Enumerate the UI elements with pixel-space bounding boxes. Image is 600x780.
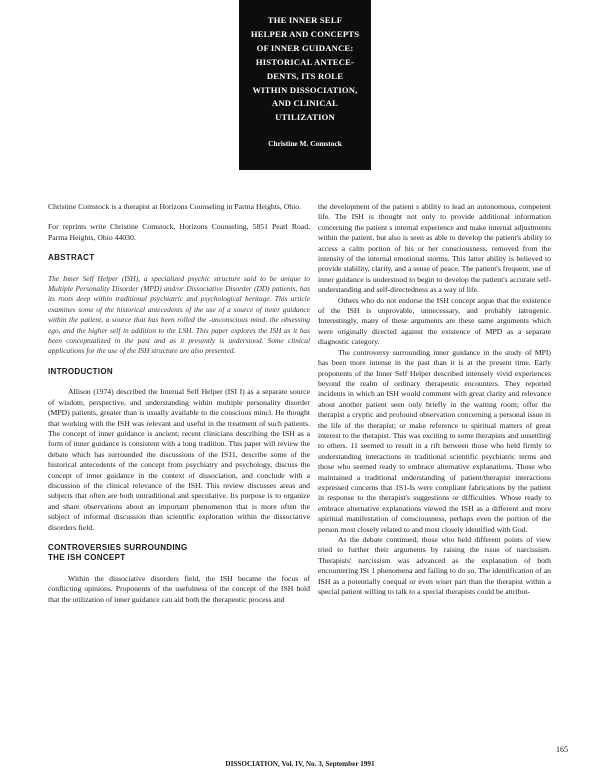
- title-line: THE INNER SELF: [267, 15, 343, 25]
- abstract-heading: ABSTRACT: [48, 253, 95, 263]
- author-name: Christine M. Comstock: [268, 139, 342, 149]
- title-line: WITHIN DISSOCIATION,: [252, 84, 358, 95]
- controversies-heading-line-2: THE ISH CONCEPT: [48, 553, 126, 563]
- right-column: [318, 202, 551, 597]
- page-number: 165: [556, 745, 568, 754]
- title-line: HISTORICAL ANTECE-: [255, 56, 355, 67]
- abstract-text: The Inner Self Helper (ISH), a specialized psychic structure said to be unique to Multiple Personality Disorder (MPD) and/or Dissociative Disorder (DD) patients, has its roots deep within traditional psychiatric and psychological heritage. This article examines some of the historical antecedents of the use of a source of inner guidance within the patient, a source that has been rolled the -unconscious mind, the obsessing ego, and the higher self in addition to the LSH. This paper explores the ISH as it has been conceptualized in the past and as it presently is understood. Some clinical applications for the use of the ISH structure are also presented.: [48, 273, 310, 356]
- body-paragraph: As the debate continued, those who held different points of view tried to further their arguments by raising the issue of narcissism. Therapists' narcissism was advanced as the explanation of both encountering ISt 1 phenomena and failing to do so. The identification of an ISH as a potentially coequal or even wiser part than the therapist within a special patient willing to talk to a special therapists could be attribut-: [318, 535, 551, 597]
- controversies-text: Within the dissociative disorders field, the ISH became the focus of conflicting opinions. Proponents of the usefulness of the concept of the ISH hold that the utilization of inner guidance can aid both the therapeutic process and: [48, 573, 310, 604]
- controversies-heading: CONTROVERSIES SURROUNDING: [48, 542, 188, 552]
- title-box: [239, 0, 371, 170]
- introduction-heading: INTRODUCTION: [48, 366, 113, 376]
- title-line: AND CLINICAL: [271, 98, 339, 109]
- introduction-text: Allison (1974) described the Internal Self Helper (ISI I) as a separate source of wisdom, perspective, and understanding within multiple personality disorder (MPD) patients, greater than is usually available to the conscious mincl. He thought that working with the ISH was relevant and useful in the treatment of such patients. The concept of inner guidance is ancient; recent clinicians describing the ISH as a form of inner guidance is consistent with a long tradition. This paper will review the debate which has surrounded the discussions of the IS11, describe some of the historical antecedents of the concept from psychiatry and psychology, discuss the concept of inner guidance in the context of dissociation, and conclude with a discussion of the clinical relevance of the ISH. This review discusses areas and subjects that often are both untraditional and speculative. Its purpose is to organize and share observations about an important phenomenon that is more often the subject of informal discussion than scientific exploration within the dissociative disorders field.: [48, 387, 310, 532]
- body-paragraph: Others who do not endorse the ISH concept argue that the existence of the ISH is unprovable, unnecessary, and probably iatrogenic. Interestingly, many of these arguments are these same arguments which were originally directed against the existence of MPD as a separate diagnostic category.: [318, 295, 551, 347]
- body-paragraph: the development of the patient s ability to lead an autonomous, competent life. The ISH is thought not only to provide additional information concerning the patient s internal experience and make internal adjustments within the patient, but also is seen as able to develop the patient's ability to access a calm portion of his or her consciousness, removed from the intensity of the internal emotional storms. This latter ability is believed to provide stability, clarity, and a sense of peace. The patient's frequent. use of inner guidance is understood to begin to develop the patient's accurate self-understanding and self-directedness as a way of life.: [318, 202, 551, 295]
- reprints-note: For reprints write Christine Comstock, Horizons Counseling, 5851 Pearl Road, Parma Heights, Ohio 44030.: [48, 222, 310, 242]
- left-column: [48, 202, 310, 605]
- author-affiliation: Christine Comstock is a therapist at Horizons Counseling in Parma Heights, Ohio.: [48, 202, 302, 211]
- title-line: UTILIZATION: [275, 112, 335, 123]
- title-line: HELPER AND CONCEPTS: [250, 28, 360, 39]
- title-line: OF INNER GUIDANCE:: [256, 42, 354, 53]
- journal-footer: DISSOCIATION, Vol. IV, No. 3, September 1991: [225, 760, 375, 768]
- body-paragraph: The controversy surrounding inner guidance in the study of MPI) has been more intense in the past than it is at the present time. Early proponents of the Inner Self Helper described intensely vivid experiences beyond the realm of ordinary therapeutic encounters. They reported incidents in which an ISH would comment with great clarity and relevance about another patient seen only briefly in the waiting room; offer the therapist a cryptic and profound observation concerning a personal issue in the life of the therapist; or make reference to spiritual matters of great interest to the therapist. This was exciting to some therapists and unsettling to others. 11 seemed to result in a rift between those who held firmly to understanding interactions in traditional scientific psychiatric terms and those who seemed ready to embrace alternative explanations. Those who maintained a traditional understanding of patient/therapist interactions expressed concerns that 1S1-Is were compliant fabrications by the patient in response to the therapist's suggestions or difficulties. Whose ready to embrace alternative explanations viewed the ISH as a different and more spiritual manifestation of consciousness, perhaps even the portion of the person most closely related to and most closely identified with God.: [318, 347, 551, 534]
- title-line: DENTS, ITS ROLE: [266, 70, 344, 81]
